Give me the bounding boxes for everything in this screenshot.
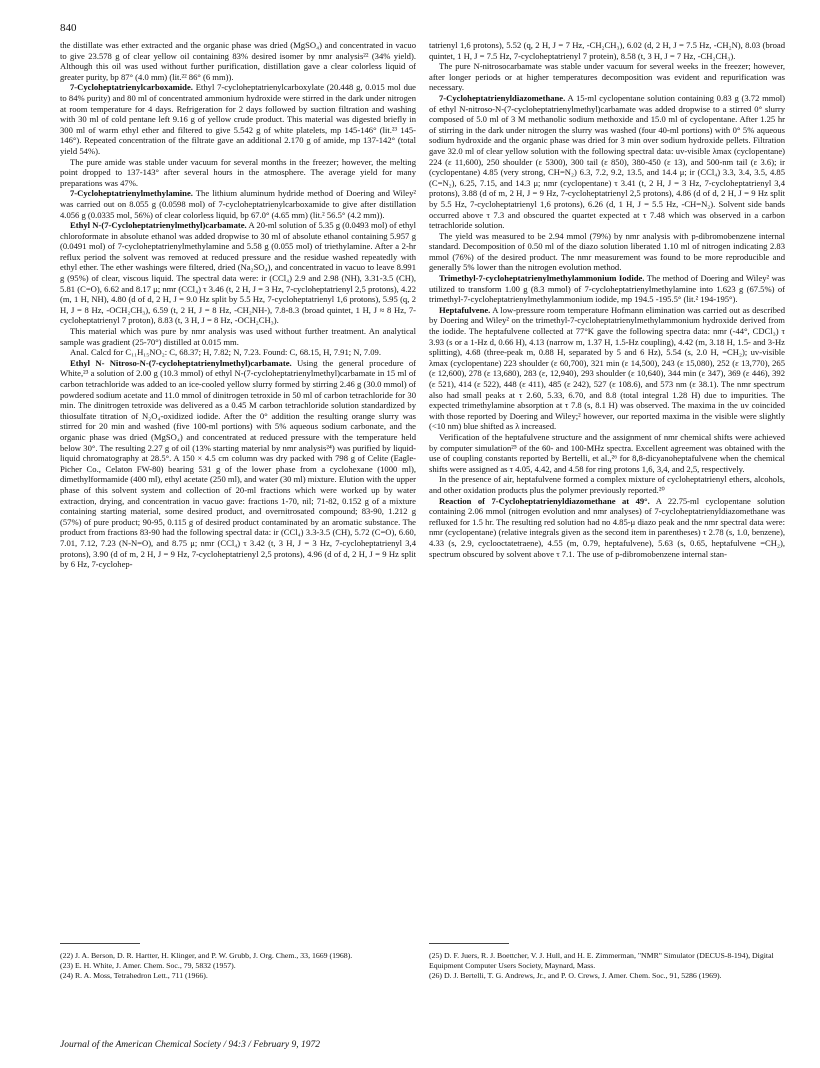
section-heading: Ethyl N-(7-Cycloheptatrienylmethyl)carbamate. [70,220,247,231]
paragraph-text: This material which was pure by nmr analysis was used without further treatment. An analytical sample was gradient (25-70°) distilled at 0.015 mm. [60,326,416,347]
paragraph-text: A low-pressure room temperature Hofmann elimination was carried out as described by Doering and Wiley² on the trimethyl-7-cycloheptatrienylmethylammonium hydroxide derived from the iodide. The heptafulvene collected at 77°K gave the following spectra data: nmr (-44°, CDCl₃) τ 3.93 (s or a 1-Hz d, 0.66 H), 4.13 (narrow m, 1.37 H, 1.5-Hz coupling), 4.42 (m, 3.18 H, 1.5- and 3-Hz splitting), 4.68 (three-peak m, 0.88 H, separated by 5 and 6 Hz), 5.54 (s, 2.0 H, =CH₂); uv-visible λmax (cyclopentane) 223 shoulder (ε 60,700), 321 min (ε 14,500), 243 (ε 15,080), 252 (ε 13,770), 265 (ε 12,600), 278 (ε 13,680), 283 (ε, 12,940), 293 shoulder (ε 10,640), 344 min (ε 347), 369 (ε 446), 392 (ε 521), 414 (ε 522), 448 (ε 411), 485 (ε 242), 527 (ε 108.6), and 573 nm (ε 38.1). The nmr spectrum also had small peaks at τ 2.60, 5.33, 6.70, and 8.8 (total integral 1.28 H) due to impurities. The expected trimethylamine absorption at τ 7.8 (s, 8.1 H) was observed. The maxima in the uv coincided with those reported by Doering and Wiley;² however, our reported maxima in the visible were slightly (<10 nm) blue shifted as λ increased. [429,304,785,432]
section-heading: Trimethyl-7-cycloheptatrienylmethylammonium Iodide. [439,273,645,284]
section-heading: Reaction of 7-Cycloheptatrienyldiazomethane at 49°. [439,495,650,506]
paragraph-text: Using the general procedure of White,²³ a solution of 2.00 g (10.3 mmol) of ethyl N-(7-cycloheptatrienylmethyl)carbamate in 15 ml of carbon tetrachloride was added to an ice-cooled yellow slurry formed by stirring 2.46 g (30.0 mmol) of powdered sodium acetate and 11.0 mmol of dinitrogen tetroxide in 50 ml of carbon tetrachloride for 30 min. The dinitrogen tetroxide was delivered as a 0.45 M carbon tetrachloride solution standardized by thiosulfate titration of N₂O₄-oxidized iodide. After the 0° addition the resulting orange slurry was stirred for 20 min and washed (five 100-ml portions) with 5% aqueous sodium carbonate, and the organic phase was dried (MgSO₄) and concentrated at reduced pressure with the temperature held below 30°. The resulting 2.27 g of oil (13% starting material by nmr analysis²⁴) was purified by liquid-liquid chromatography at 28.5°. A 150 × 4.5 cm column was dry packed with 798 g of Celite (Eagle-Picher Co., Celaton FW-80) bearing 531 g of the lower phase from a cyclohexane (1000 ml), dimethylformamide (400 ml), ethyl acetate (250 ml), and water (30 ml) mixture. Elution with the upper phase of this solvent system and collection of 20-ml fractions which were worked up by water extraction, drying, and concentration in vacuo gave: fractions 1-70, nil; 71-82, 0.152 g of a mixture containing starting material, some desired product, and overnitrosated compound; 83-90, 1.212 g (57%) of pure product; 90-95, 0.115 g of desired product contaminated by an aromatic substance. The product from fractions 83-90 had the following spectral data: ir (CCl₄) 3.3-3.5 (CH), 5.72 (C=O), 6.60, 7.01, 7.12, 7.23 (N-N=O), and 8.75 μ; nmr (CCl₄) τ 3.42 (t, 3 H, J = 3 Hz, 7-cycloheptatrienyl 3,4 protons), 3.90 (d of m, 2 H, J = 9 Hz, 7-cycloheptatrienyl 2,5 protons), 4.96 (d of d, 2 H, J = 9 Hz split by 6 Hz, 7-cyclohep- [60,357,416,570]
footnote: (22) J. A. Berson, D. R. Hartter, H. Klinger, and P. W. Grubb, J. Org. Chem., 33, 1669 (1968). [60,951,353,960]
footnote: (25) D. F. Juers, R. J. Boettcher, V. J. Hull, and H. E. Zimmerman, "NMR" Simulator (DECUS-8-194), Digital Equipment Computer Users Society, Maynard, Mass. [429,951,774,970]
paragraph [429,40,785,61]
footnotes-left [60,951,416,980]
footnote: (24) R. A. Moss, Tetrahedron Lett., 711 (1966). [60,970,208,980]
section-heading: 7-Cycloheptatrienylmethylamine. [70,188,193,199]
section-heading: Ethyl N- Nitroso-N-(7-cycloheptatrienylmethyl)carbamate. [70,357,292,368]
paragraph [429,305,785,432]
paragraph [429,231,785,273]
paragraph-text: the distillate was ether extracted and the organic phase was dried (MgSO₄) and concentrated in vacuo to give 23.578 g of clear yellow oil containing 83% desired isomer by nmr analysis²² (34% yield). Although this oil was used without further purification, distillation gave a clear colorless liquid of greater purity, bp 87° (4.0 mm) (lit.²² 86° (6 mm)). [60,40,416,82]
paragraph [429,273,785,305]
section-heading: 7-Cycloheptatrienylcarboxamide. [70,82,193,93]
paragraph-text: In the presence of air, heptafulvene formed a complex mixture of cycloheptatrienyl ethers, alcohols, and other oxidation products plus the polymer previously reported.²⁰ [429,474,785,495]
paragraph [60,40,416,82]
journal-footer: Journal of the American Chemical Society / 94:3 / February 9, 1972 [60,1040,320,1050]
paragraph-text: A 15-ml cyclopentane solution containing 0.83 g (3.72 mmol) of ethyl N-nitroso-N-(7-cycloheptatrienylmethyl)carbamate was added dropwise to a stirred 0° slurry composed of 5.0 ml of 3 M methanolic sodium methoxide and 15.0 ml of cyclopentane. After 1.25 hr of stirring in the dark under nitrogen the slurry was washed (four 40-ml portions) with 0° 5% aqueous sodium hydroxide and the organic phase was dried for 3 min over sodium hydroxide pellets. Filtration gave 32.0 ml of clear yellow solution with the following spectral data: uv-visible λmax (cyclopentane) 224 (ε 11,600), 250 shoulder (ε 5300), 300 tail (ε 850), 380-450 (ε 13), and 500-nm tail (ε 3.6); ir (cyclopentane) 4.85 (very strong, CH=N₂) 6.3, 7.2, 9.2, 13.5, and 14.4 μ; ir (CCl₄) 3.3, 3.4, 3.5, 4.85 (C=N₂), 6.25, 7.15, and 14.3 μ; nmr (cyclopentane) τ 3.41 (t, 2 H, J = 3 Hz, 7-cycloheptatrienyl 3,4 protons), 3.88 (d of m, 2 H, J = 9 Hz, 7-cycloheptatrienyl 2,5 protons), 4.86 (d of d, 2 H, J = 9 Hz split by 5.5 Hz, 7-cycloheptatrienyl 1,6 protons), 6.26 (d, 1 H, J = 5.5 Hz, -CH=N₂). Solvent side bands occurred above τ 7.3 and obscured the quartet expected at τ 7.48 which was observed in a carbon tetrachloride solution. [429,92,785,231]
paragraph-text: A 22.75-ml cyclopentane solution containing 2.06 mmol (nitrogen evolution and nmr analyses) of 7-cycloheptatrienyldiazomethane was refluxed for 1.5 hr. The resulting red solution had no 4.85-μ diazo peak and the nmr spectral data were: nmr (cyclopentane) (relative integrals given as the second item in parentheses) τ 2.78 (s, 1.0, benzene), 4.33 (s, 2.9, cyclooctatetraene), 4.55 (m, 0.79, heptafulvene), 5.63 (s, 0.65, heptafulvene =CH₂), spectrum obscured by solvent above τ 7.1. The use of p-dibromobenzene internal stan- [429,495,785,559]
paragraph-text: tatrienyl 1,6 protons), 5.52 (q, 2 H, J = 7 Hz, -CH₂CH₃), 6.02 (d, 2 H, J = 7.5 Hz, -CH₂N), 8.03 (broad quintet, 1 H, J = 7.5 Hz, 7-cycloheptatrienyl 7 protein), 8.58 (t, 3 H, J = 7 Hz, -CH₂CH₃). [429,40,785,61]
paragraph [60,358,416,570]
section-heading: Heptafulvene. [439,304,491,315]
paragraph-text: Anal. Calcd for C₁₁H₁₅NO₂: C, 68.37; H, 7.82; N, 7.23. Found: C, 68.15, H, 7.91; N, 7.09. [70,347,381,358]
paragraph-text: The lithium aluminum hydride method of Doering and Wiley² was carried out on 8.055 g (0.0598 mol) of 7-cycloheptatrienylcarboxamide to give after distillation 4.056 g (0.0335 mol, 56%) of clear colorless liquid, bp 67.0° (4.65 mm) (lit.² 56.5° (4.2 mm)). [60,188,416,220]
paragraph [60,188,416,220]
left-column [60,40,416,570]
paragraph [429,61,785,93]
right-column [429,40,785,559]
paragraph-text: Ethyl 7-cycloheptatrienylcarboxylate (20.448 g, 0.015 mol due to 84% purity) and 80 ml of concentrated ammonium hydroxide were stirred in the dark under nitrogen at room temperature for 4 days. Refrigeration for 2 days followed by suction filtration and washing with 30 ml of cold pentane left 9.16 g of yellow crude product. This material was digested briefly in 300 ml of warm ethyl ether and filtered to give 5.542 g of white platelets, mp 145-146° (lit.²³ 145-146°). Repeated concentration of the filtrate gave an additional 2.170 g of amide, mp 137-142° (total yield 54%). [60,82,416,156]
paragraph [429,474,785,495]
paragraph-text: The pure amide was stable under vacuum for several months in the freezer; however, the melting point dropped to 137-143° after several hours in the atmosphere. The average yield for many preparations was 47%. [60,156,416,188]
paragraph [60,220,416,326]
paragraph-text: Verification of the heptafulvene structure and the assignment of nmr chemical shifts were achieved by computer simulation²⁵ of the 60- and 100-MHz spectra. Excellent agreement was obtained with the use of coupling constants reported by Bertelli, et al.,²⁶ for 8,8-dicyanoheptafulvene when the chemical shifts were assigned as τ 4.05, 4.42, and 4.58 for ring protons 1,6, 3,4, and 2,5, respectively. [429,431,785,474]
paragraph [60,82,416,156]
page-number: 840 [60,22,77,34]
paragraph-text: The yield was measured to be 2.94 mmol (79%) by nmr analysis with p-dibromobenzene internal standard. Decomposition of 0.50 ml of the diazo solution liberated 1.10 ml of nitrogen indicating 2.83 mmol (76%) of the desired product. The nmr measurement was found to be more reproducible and generally 5% lower than the nitrogen evolution method. [429,230,785,273]
footnote: (23) E. H. White, J. Amer. Chem. Soc., 79, 5832 (1957). [60,960,236,970]
paragraph [60,347,416,358]
paragraph-text: A 20-ml solution of 5.35 g (0.0493 mol) of ethyl chloroformate in absolute ethanol was added dropwise to 30 ml of absolute ethanol containing 5.957 g (0.0491 mol) of 7-cycloheptatrienylmethylamine and 5.58 g (0.055 mol) of triethylamine. After a 2-hr reflux period the solvent was removed at reduced pressure and the residue washed repeatedly with ethyl ether. The ether washings were filtered, dried (Na₂SO₄), and concentrated in vacuo to leave 8.991 g (95%) of clear, viscous liquid. The spectral data were: ir (CCl₄) 2.9 and 2.98 (NH), 3.31-3.5 (CH), 5.81 (C=O), 6.62 and 8.17 μ; nmr (CCl₄) τ 3.46 (t, 2 H, J = 3 Hz, 7-cycloheptatrienyl 2,5 protons), 4.22 (m, 1 H, NH), 4.80 (d of d, 2 H, J = 9.0 Hz split by 5.5 Hz, 7-cycloheptatrienyl 1,6 protons), 5.95 (q, 2 H, J = 8 Hz, -OCH₂CH₃), 6.59 (t, 2 H, J = 8 Hz, -CH₂NH-), 7.8-8.3 (broad quintet, 1 H, J ≈ 8 Hz, 7-cycloheptatrienyl 7 proton), 8.83 (t, 3 H, J = 8 Hz, -OCH₂CH₃). [60,220,416,326]
paragraph [429,432,785,474]
paragraph [60,326,416,347]
footnotes-right [429,951,785,980]
footnote-divider [60,943,140,944]
section-heading: 7-Cycloheptatrienyldiazomethane. [439,92,566,103]
footnote-divider [429,943,509,944]
paragraph-text: The method of Doering and Wiley² was utilized to transform 1.00 g (8.3 mmol) of 7-cycloheptatrienylmethylamine into 1.623 g (67.5%) of trimethyl-7-cycloheptatrienylmethylammonium iodide, mp 194.5 -195.5° (lit.² 194-195°). [429,273,785,305]
paragraph [429,93,785,231]
paragraph [429,496,785,560]
footnote: (26) D. J. Bertelli, T. G. Andrews, Jr., and P. O. Crews, J. Amer. Chem. Soc., 91, 5286 (1969). [429,970,722,980]
paragraph-text: The pure N-nitrosocarbamate was stable under vacuum for several weeks in the freezer; however, after longer periods or at higher temperatures decomposition was evident and repurification was necessary. [429,61,785,93]
paragraph [60,157,416,189]
